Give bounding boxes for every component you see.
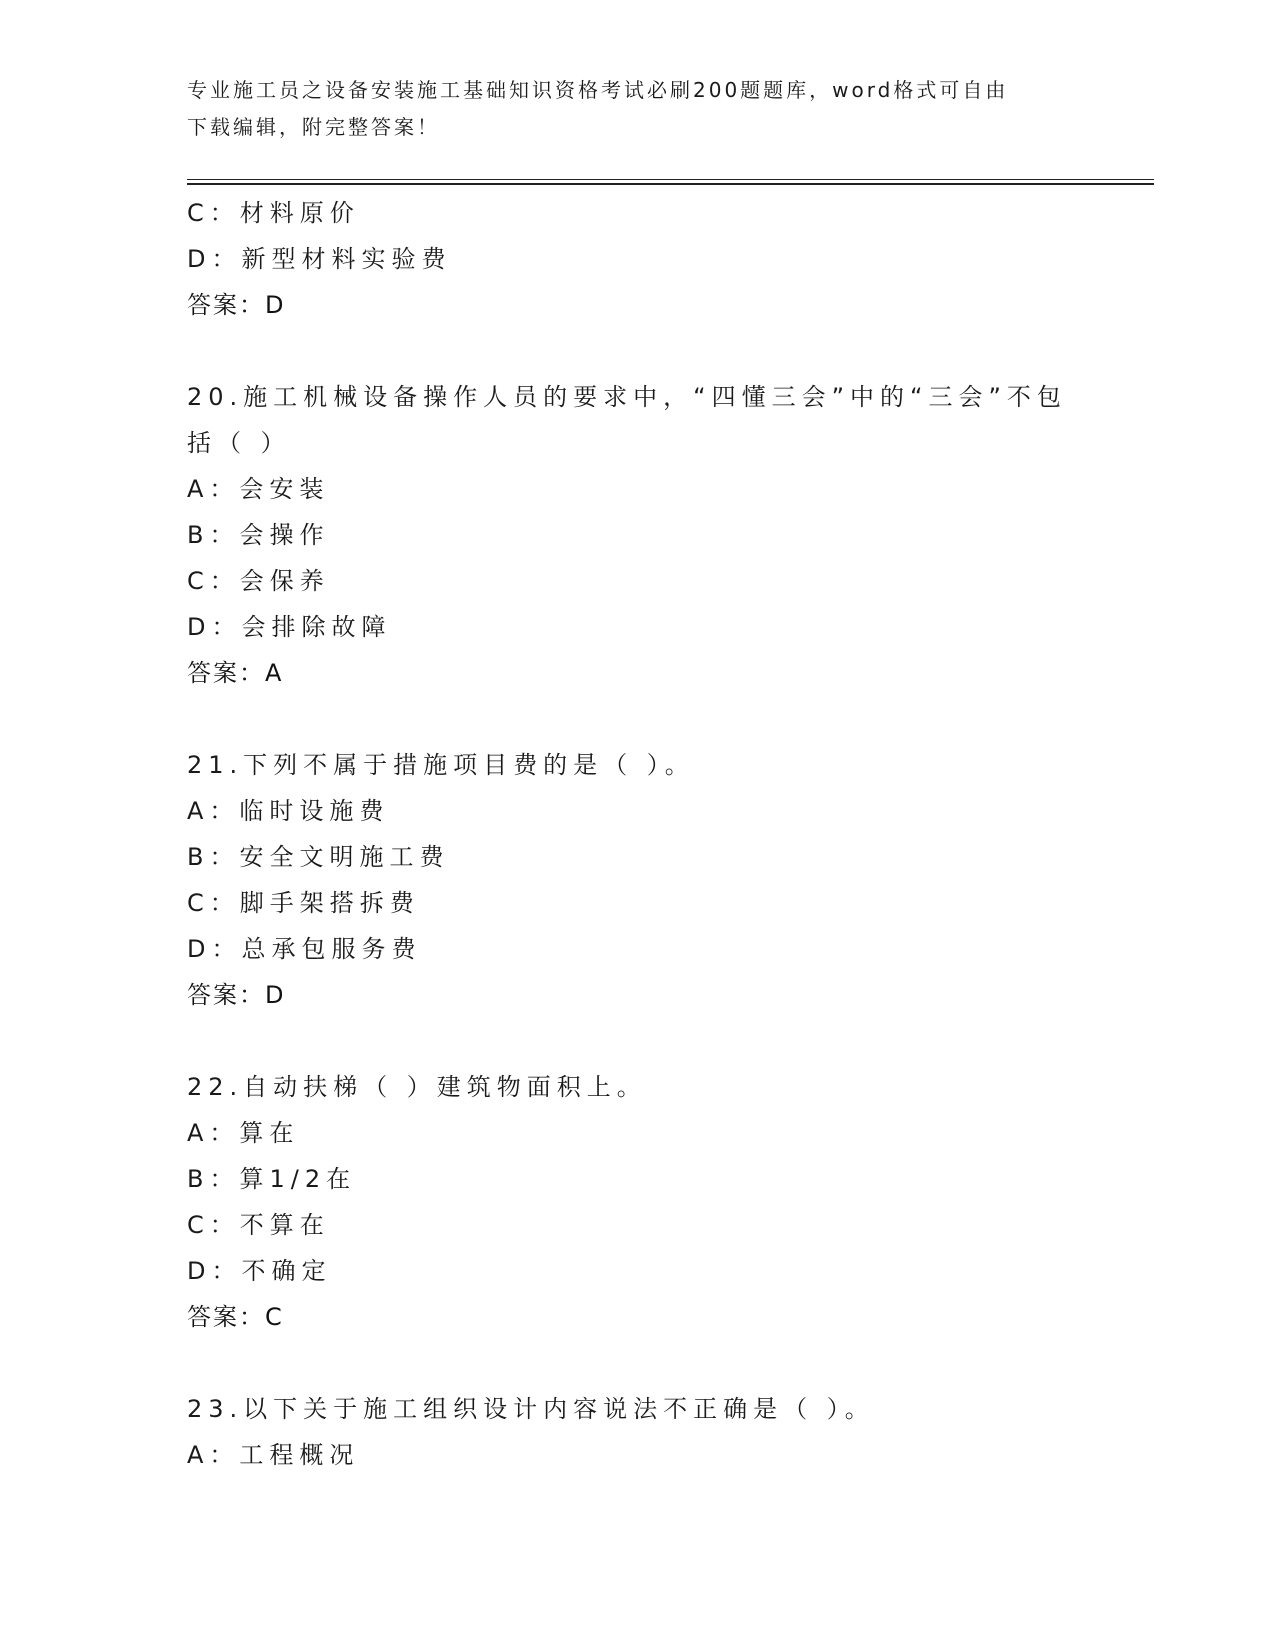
option-b: B：算1/2在 — [187, 1165, 357, 1193]
spacer — [187, 328, 1087, 374]
option-c: C：材料原价 — [187, 199, 360, 227]
answer-line: 答案：C — [187, 1303, 284, 1331]
option-d: D：不确定 — [187, 1257, 332, 1285]
option-b: B：安全文明施工费 — [187, 843, 450, 871]
option-d: D：总承包服务费 — [187, 935, 422, 963]
option-d: D：新型材料实验费 — [187, 245, 452, 273]
option-a: A：工程概况 — [187, 1441, 360, 1469]
question-stem: 21.下列不属于措施项目费的是（ ）。 — [187, 751, 695, 779]
spacer — [187, 1340, 1087, 1386]
question-block-22 — [187, 1064, 1087, 1340]
question-stem: 20.施工机械设备操作人员的要求中，“四懂三会”中的“三会”不包 — [187, 383, 1067, 411]
question-block-continued — [187, 190, 1087, 328]
option-c: C：不算在 — [187, 1211, 330, 1239]
question-block-23 — [187, 1386, 1087, 1478]
question-block-21 — [187, 742, 1087, 1018]
spacer — [187, 696, 1087, 742]
answer-line: 答案：D — [187, 981, 286, 1009]
option-a: A：临时设施费 — [187, 797, 390, 825]
header-divider-thick — [187, 183, 1154, 185]
answer-line: 答案：A — [187, 659, 284, 687]
option-d: D：会排除故障 — [187, 613, 392, 641]
header-line-2: 下载编辑，附完整答案！ — [187, 115, 440, 139]
header-divider-thin — [187, 179, 1154, 180]
question-stem: 22.自动扶梯（ ）建筑物面积上。 — [187, 1073, 647, 1101]
question-list — [187, 190, 1087, 1478]
option-a: A：算在 — [187, 1119, 300, 1147]
spacer — [187, 1018, 1087, 1064]
option-a: A：会安装 — [187, 475, 330, 503]
header-line-1: 专业施工员之设备安装施工基础知识资格考试必刷200题题库，word格式可自由 — [187, 78, 1009, 102]
question-stem: 23.以下关于施工组织设计内容说法不正确是（ ）。 — [187, 1395, 875, 1423]
option-c: C：会保养 — [187, 567, 330, 595]
question-block-20 — [187, 374, 1087, 696]
question-stem-continued: 括（ ） — [187, 429, 291, 457]
answer-line: 答案：D — [187, 291, 286, 319]
option-c: C：脚手架搭拆费 — [187, 889, 420, 917]
option-b: B：会操作 — [187, 521, 330, 549]
document-header — [187, 72, 1067, 146]
